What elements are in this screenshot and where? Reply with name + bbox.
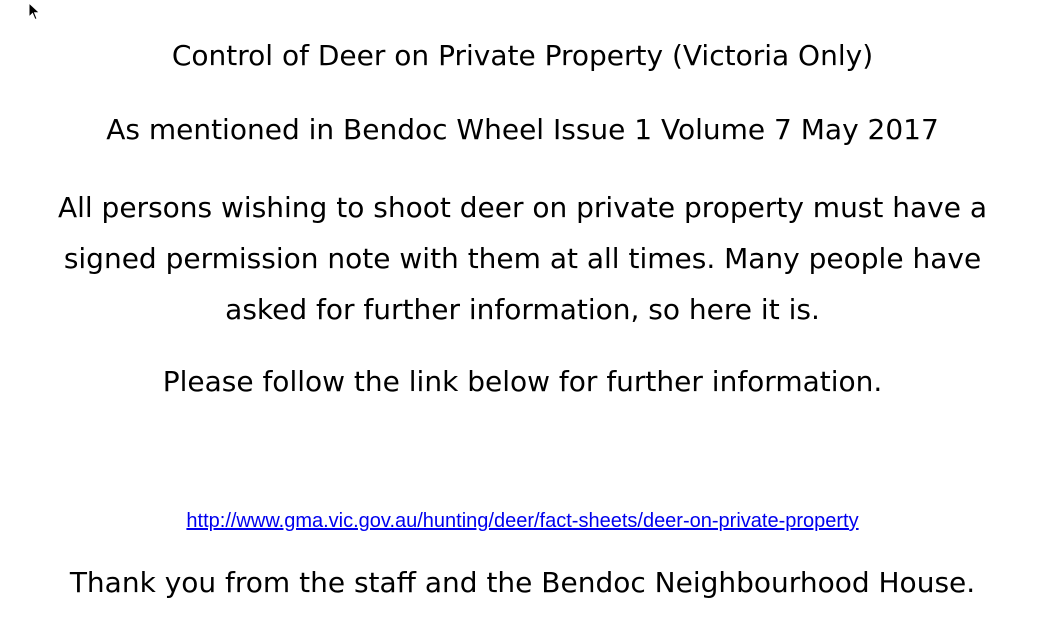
info-link[interactable]: http://www.gma.vic.gov.au/hunting/deer/fact-sheets/deer-on-private-property bbox=[186, 510, 859, 532]
paragraph-line: asked for further information, so here it is. bbox=[225, 293, 820, 326]
follow-instruction: Please follow the link below for further information. bbox=[162, 365, 883, 398]
body-paragraph bbox=[0, 191, 1045, 344]
mention-line: As mentioned in Bendoc Wheel Issue 1 Volume 7 May 2017 bbox=[106, 113, 939, 146]
document-title: Control of Deer on Private Property (Victoria Only) bbox=[171, 39, 874, 72]
thanks-line: Thank you from the staff and the Bendoc Neighbourhood House. bbox=[69, 566, 976, 599]
paragraph-line: All persons wishing to shoot deer on private property must have a bbox=[57, 191, 988, 224]
paragraph-line: signed permission note with them at all times. Many people have bbox=[63, 242, 982, 275]
link-container bbox=[0, 510, 1045, 533]
